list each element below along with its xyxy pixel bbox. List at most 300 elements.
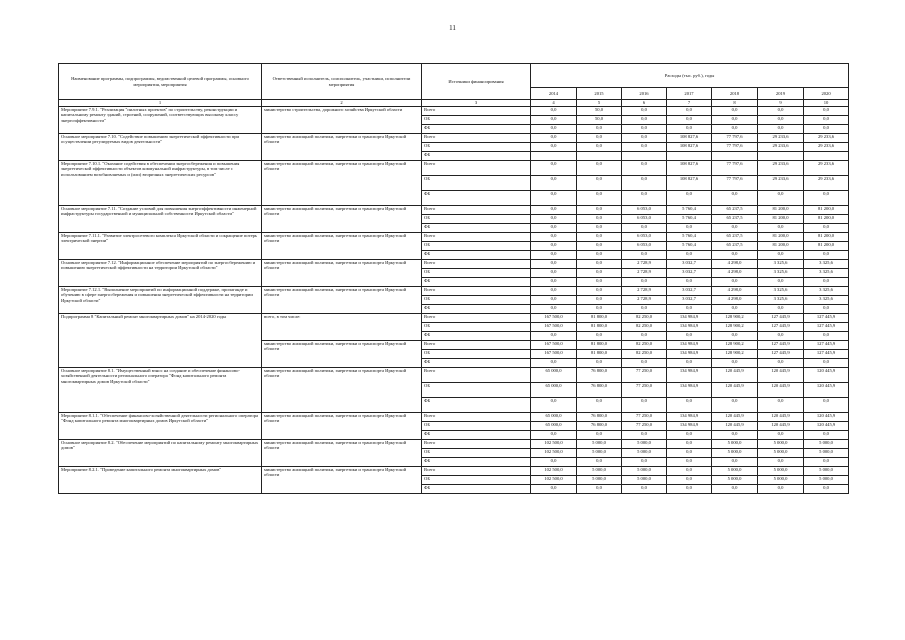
table-row bbox=[59, 161, 849, 176]
value-cell: 77 250,0 bbox=[622, 422, 667, 431]
value-cell: 81 200,0 bbox=[758, 233, 804, 242]
value-cell: 0,0 bbox=[758, 116, 804, 125]
source-cell: Всего bbox=[422, 368, 531, 383]
value-cell: 3 032,7 bbox=[667, 269, 712, 278]
table-row bbox=[59, 440, 849, 449]
value-cell: 5 000,0 bbox=[577, 476, 622, 485]
value-cell: 128 900,2 bbox=[712, 350, 758, 359]
value-cell: 0,0 bbox=[712, 485, 758, 494]
header-executor: Ответственный исполнитель, соисполнитель, участники, исполнители мероприятия bbox=[262, 64, 422, 100]
value-cell: 134 984,9 bbox=[667, 314, 712, 323]
value-cell: 0,0 bbox=[804, 278, 849, 287]
value-cell: 4 298,0 bbox=[712, 269, 758, 278]
value-cell: 0,0 bbox=[622, 332, 667, 341]
value-cell: 77 797,6 bbox=[712, 134, 758, 143]
value-cell: 108 827,6 bbox=[667, 143, 712, 152]
source-cell: ФБ bbox=[422, 251, 531, 260]
value-cell: 76 800,0 bbox=[577, 422, 622, 431]
value-cell: 0,0 bbox=[577, 269, 622, 278]
value-cell: 0,0 bbox=[531, 215, 577, 224]
source-cell: ОБ bbox=[422, 143, 531, 152]
value-cell: 0,0 bbox=[804, 458, 849, 467]
executor-cell: министерство жилищной политики, энергетики и транспорта Иркутской области bbox=[262, 413, 422, 440]
value-cell: 0,0 bbox=[577, 251, 622, 260]
value-cell: 0,0 bbox=[804, 224, 849, 233]
value-cell: 0,0 bbox=[577, 398, 622, 413]
value-cell: 134 984,9 bbox=[667, 368, 712, 383]
table-row bbox=[59, 287, 849, 296]
value-cell: 0,0 bbox=[577, 332, 622, 341]
value-cell: 81 200,0 bbox=[804, 233, 849, 242]
value-cell: 134 984,9 bbox=[667, 350, 712, 359]
source-cell: Всего bbox=[422, 413, 531, 422]
value-cell: 0,0 bbox=[758, 191, 804, 206]
value-cell: 81 200,0 bbox=[758, 206, 804, 215]
source-cell: ОБ bbox=[422, 215, 531, 224]
value-cell: 3 325,6 bbox=[758, 287, 804, 296]
value-cell: 0,0 bbox=[531, 242, 577, 251]
source-cell: ФБ bbox=[422, 191, 531, 206]
executor-cell: министерство строительства, дорожного хозяйства Иркутской области bbox=[262, 107, 422, 134]
value-cell: 127 445,9 bbox=[804, 350, 849, 359]
value-cell: 0,0 bbox=[577, 125, 622, 134]
value-cell: 108 827,6 bbox=[667, 134, 712, 143]
program-name-cell: Основное мероприятие 8.1. "Имущественный взнос на создание и обеспечение финансово-хозяйственной деятельности регионального оператора "Фонд капитального ремонта многоквартирных домов Иркутской области" bbox=[59, 368, 262, 413]
value-cell: 0,0 bbox=[531, 176, 577, 191]
source-cell: ОБ bbox=[422, 422, 531, 431]
value-cell: 0,0 bbox=[531, 161, 577, 176]
column-number: 8 bbox=[712, 100, 758, 107]
value-cell: 0,0 bbox=[531, 287, 577, 296]
value-cell: 2 728,9 bbox=[622, 296, 667, 305]
value-cell: 76 800,0 bbox=[577, 383, 622, 398]
value-cell: 120 445,9 bbox=[804, 383, 849, 398]
value-cell: 82 250,0 bbox=[622, 341, 667, 350]
table-row bbox=[59, 368, 849, 383]
value-cell: 0,0 bbox=[712, 125, 758, 134]
value-cell: 4 298,0 bbox=[712, 296, 758, 305]
value-cell: 0,0 bbox=[531, 251, 577, 260]
value-cell: 0,0 bbox=[758, 251, 804, 260]
value-cell: 2 728,9 bbox=[622, 287, 667, 296]
value-cell bbox=[622, 152, 667, 161]
value-cell: 127 445,9 bbox=[804, 323, 849, 332]
value-cell: 0,0 bbox=[667, 359, 712, 368]
value-cell: 81 200,0 bbox=[758, 242, 804, 251]
value-cell: 5 000,0 bbox=[712, 449, 758, 458]
column-number: 7 bbox=[667, 100, 712, 107]
value-cell: 0,0 bbox=[758, 485, 804, 494]
value-cell: 2 728,9 bbox=[622, 260, 667, 269]
value-cell: 0,0 bbox=[577, 134, 622, 143]
value-cell: 5 000,0 bbox=[758, 467, 804, 476]
value-cell: 0,0 bbox=[667, 116, 712, 125]
value-cell: 0,0 bbox=[622, 224, 667, 233]
value-cell: 3 032,7 bbox=[667, 287, 712, 296]
value-cell: 0,0 bbox=[758, 431, 804, 440]
source-cell: Всего bbox=[422, 314, 531, 323]
program-name-cell: Мероприятие 7.12.1. "Выполнение мероприятий по информационной поддержке, пропаганде и обучению в сфере энергосбережения и повышения энергетической эффективности на территории Иркутской области" bbox=[59, 287, 262, 314]
source-cell: Всего bbox=[422, 161, 531, 176]
table-row bbox=[59, 413, 849, 422]
value-cell: 0,0 bbox=[758, 458, 804, 467]
header-expenses: Расходы (тыс. руб.), годы bbox=[531, 64, 849, 88]
value-cell: 0,0 bbox=[531, 485, 577, 494]
value-cell: 0,0 bbox=[712, 458, 758, 467]
value-cell: 0,0 bbox=[712, 116, 758, 125]
value-cell: 0,0 bbox=[804, 431, 849, 440]
value-cell: 0,0 bbox=[712, 305, 758, 314]
value-cell: 0,0 bbox=[577, 242, 622, 251]
value-cell: 0,0 bbox=[667, 107, 712, 116]
source-cell: ОБ bbox=[422, 350, 531, 359]
value-cell: 81 200,0 bbox=[804, 215, 849, 224]
value-cell: 0,0 bbox=[531, 191, 577, 206]
value-cell: 128 900,2 bbox=[712, 323, 758, 332]
value-cell: 0,0 bbox=[804, 116, 849, 125]
header-year: 2019 bbox=[758, 88, 804, 100]
value-cell: 77 250,0 bbox=[622, 383, 667, 398]
value-cell: 77 250,0 bbox=[622, 413, 667, 422]
value-cell: 167 500,0 bbox=[531, 314, 577, 323]
value-cell: 81 200,0 bbox=[804, 206, 849, 215]
program-name-cell: Мероприятие 7.11.1. "Развитие электросетевого комплекса Иркутской области и сокращение потерь электрической энергии" bbox=[59, 233, 262, 260]
value-cell: 0,0 bbox=[804, 251, 849, 260]
value-cell: 0,0 bbox=[758, 224, 804, 233]
value-cell: 0,0 bbox=[667, 278, 712, 287]
table-row bbox=[59, 260, 849, 269]
value-cell: 81 800,0 bbox=[577, 323, 622, 332]
value-cell: 0,0 bbox=[712, 251, 758, 260]
value-cell: 77 797,6 bbox=[712, 161, 758, 176]
value-cell: 0,0 bbox=[531, 305, 577, 314]
value-cell: 77 250,0 bbox=[622, 368, 667, 383]
value-cell: 3 325,6 bbox=[758, 296, 804, 305]
value-cell: 0,0 bbox=[667, 458, 712, 467]
value-cell: 5 000,0 bbox=[804, 467, 849, 476]
program-name-cell: Основное мероприятие 8.2. "Обеспечение мероприятий по капитальному ремонту многоквартирных домов" bbox=[59, 440, 262, 467]
program-name-cell: Основное мероприятие 7.11. "Создание условий для повышения энергоэффективности инженерной инфраструктуры государственной и муниципальной собственности Иркутской области" bbox=[59, 206, 262, 233]
value-cell: 0,0 bbox=[804, 305, 849, 314]
value-cell: 0,0 bbox=[577, 260, 622, 269]
value-cell: 77 797,6 bbox=[712, 143, 758, 152]
value-cell: 128 900,2 bbox=[712, 341, 758, 350]
value-cell: 5 000,0 bbox=[622, 476, 667, 485]
value-cell: 0,0 bbox=[667, 485, 712, 494]
value-cell: 0,0 bbox=[667, 125, 712, 134]
value-cell: 0,0 bbox=[577, 278, 622, 287]
source-cell: Всего bbox=[422, 134, 531, 143]
value-cell: 127 445,9 bbox=[804, 314, 849, 323]
value-cell: 4 298,0 bbox=[712, 287, 758, 296]
value-cell: 76 800,0 bbox=[577, 368, 622, 383]
value-cell: 29 233,6 bbox=[804, 134, 849, 143]
table-row bbox=[59, 206, 849, 215]
value-cell: 127 445,9 bbox=[758, 314, 804, 323]
value-cell: 0,0 bbox=[622, 134, 667, 143]
value-cell: 5 000,0 bbox=[622, 449, 667, 458]
value-cell: 65 237,5 bbox=[712, 233, 758, 242]
value-cell: 82 250,0 bbox=[622, 314, 667, 323]
table-row bbox=[59, 467, 849, 476]
value-cell: 6 053,0 bbox=[622, 242, 667, 251]
value-cell: 5 000,0 bbox=[758, 476, 804, 485]
value-cell bbox=[531, 152, 577, 161]
value-cell: 0,0 bbox=[577, 458, 622, 467]
value-cell: 0,0 bbox=[577, 233, 622, 242]
source-cell: Всего bbox=[422, 233, 531, 242]
value-cell: 0,0 bbox=[622, 116, 667, 125]
value-cell: 29 233,6 bbox=[804, 143, 849, 152]
value-cell: 0,0 bbox=[531, 359, 577, 368]
column-number: 10 bbox=[804, 100, 849, 107]
value-cell: 65 237,5 bbox=[712, 215, 758, 224]
value-cell: 4 298,0 bbox=[712, 260, 758, 269]
source-cell: ФБ bbox=[422, 125, 531, 134]
value-cell: 0,0 bbox=[712, 398, 758, 413]
value-cell: 102 500,0 bbox=[531, 440, 577, 449]
source-cell: ФБ bbox=[422, 224, 531, 233]
source-cell: ФБ bbox=[422, 152, 531, 161]
value-cell: 5 000,0 bbox=[712, 467, 758, 476]
value-cell: 0,0 bbox=[667, 305, 712, 314]
value-cell: 76 800,0 bbox=[577, 413, 622, 422]
source-cell: ФБ bbox=[422, 431, 531, 440]
value-cell: 0,0 bbox=[577, 191, 622, 206]
executor-cell: министерство жилищной политики, энергетики и транспорта Иркутской области bbox=[262, 233, 422, 260]
value-cell: 65 000,0 bbox=[531, 413, 577, 422]
value-cell: 0,0 bbox=[577, 296, 622, 305]
value-cell: 0,0 bbox=[804, 125, 849, 134]
program-name-cell: Основное мероприятие 7.12. "Информационное обеспечение мероприятий по энергосбережению и повышению энергетической эффективности на территории Иркутской области" bbox=[59, 260, 262, 287]
column-number: 2 bbox=[262, 100, 422, 107]
subprogram-executor-total: всего, в том числе: bbox=[262, 314, 422, 341]
value-cell: 5 000,0 bbox=[622, 440, 667, 449]
table-body-part2 bbox=[59, 368, 849, 494]
value-cell: 120 445,9 bbox=[804, 422, 849, 431]
subprogram-8-block bbox=[59, 314, 849, 368]
value-cell: 81 200,0 bbox=[804, 242, 849, 251]
value-cell: 120 445,9 bbox=[712, 368, 758, 383]
value-cell: 0,0 bbox=[622, 251, 667, 260]
value-cell: 29 233,6 bbox=[758, 176, 804, 191]
value-cell: 0,0 bbox=[804, 485, 849, 494]
value-cell: 5 000,0 bbox=[804, 449, 849, 458]
value-cell: 3 325,6 bbox=[804, 287, 849, 296]
value-cell: 0,0 bbox=[712, 332, 758, 341]
program-name-cell: Основное мероприятие 7.10. "Содействие повышению энергетической эффективности при осуществлении регулируемых видов деятельности" bbox=[59, 134, 262, 161]
value-cell: 120 445,9 bbox=[758, 413, 804, 422]
value-cell: 0,0 bbox=[622, 191, 667, 206]
header-year: 2017 bbox=[667, 88, 712, 100]
value-cell: 0,0 bbox=[622, 398, 667, 413]
value-cell: 3 325,6 bbox=[758, 260, 804, 269]
value-cell: 0,0 bbox=[758, 107, 804, 116]
value-cell: 81 800,0 bbox=[577, 341, 622, 350]
value-cell: 3 325,6 bbox=[804, 269, 849, 278]
value-cell: 108 827,6 bbox=[667, 176, 712, 191]
source-cell: ФБ bbox=[422, 278, 531, 287]
value-cell: 102 500,0 bbox=[531, 467, 577, 476]
executor-cell: министерство жилищной политики, энергетики и транспорта Иркутской области bbox=[262, 287, 422, 314]
value-cell: 5 000,0 bbox=[622, 467, 667, 476]
value-cell: 128 900,2 bbox=[712, 314, 758, 323]
source-cell: ОБ bbox=[422, 176, 531, 191]
value-cell: 0,0 bbox=[577, 143, 622, 152]
value-cell: 82 250,0 bbox=[622, 350, 667, 359]
value-cell: 0,0 bbox=[531, 458, 577, 467]
value-cell: 120 445,9 bbox=[758, 422, 804, 431]
column-number: 6 bbox=[622, 100, 667, 107]
value-cell: 127 445,9 bbox=[758, 350, 804, 359]
value-cell: 5 760,4 bbox=[667, 206, 712, 215]
value-cell: 102 500,0 bbox=[531, 476, 577, 485]
value-cell: 0,0 bbox=[667, 440, 712, 449]
value-cell bbox=[577, 152, 622, 161]
value-cell: 0,0 bbox=[622, 278, 667, 287]
value-cell: 102 500,0 bbox=[531, 449, 577, 458]
page-number: 11 bbox=[449, 24, 456, 32]
table-row bbox=[59, 134, 849, 143]
value-cell: 81 800,0 bbox=[577, 350, 622, 359]
value-cell: 5 000,0 bbox=[804, 440, 849, 449]
value-cell: 5 000,0 bbox=[712, 440, 758, 449]
value-cell: 29 233,6 bbox=[758, 134, 804, 143]
value-cell: 0,0 bbox=[531, 206, 577, 215]
value-cell: 127 445,9 bbox=[758, 341, 804, 350]
program-name-cell: Мероприятие 8.1.1. "Обеспечение финансово-хозяйственной деятельности регионального оператора "Фонд капитального ремонта многоквартирных домов Иркутской области" bbox=[59, 413, 262, 440]
column-number: 9 bbox=[758, 100, 804, 107]
value-cell: 0,0 bbox=[712, 191, 758, 206]
program-name-cell: Мероприятие 8.2.1. "Проведение капитального ремонта многоквартирных домов" bbox=[59, 467, 262, 494]
value-cell: 0,0 bbox=[758, 305, 804, 314]
source-cell: Всего bbox=[422, 341, 531, 350]
value-cell: 120 445,9 bbox=[804, 368, 849, 383]
value-cell: 0,0 bbox=[577, 161, 622, 176]
value-cell: 0,0 bbox=[531, 431, 577, 440]
value-cell: 120 445,9 bbox=[712, 413, 758, 422]
value-cell: 82 250,0 bbox=[622, 323, 667, 332]
value-cell bbox=[712, 152, 758, 161]
value-cell: 0,0 bbox=[622, 485, 667, 494]
value-cell: 134 984,9 bbox=[667, 422, 712, 431]
header-source: Источники финансирования bbox=[422, 64, 531, 100]
value-cell: 0,0 bbox=[622, 161, 667, 176]
source-cell: ОБ bbox=[422, 116, 531, 125]
value-cell: 29 233,6 bbox=[758, 143, 804, 152]
value-cell: 0,0 bbox=[531, 269, 577, 278]
header-year: 2018 bbox=[712, 88, 758, 100]
value-cell: 167 500,0 bbox=[531, 341, 577, 350]
value-cell: 0,0 bbox=[622, 359, 667, 368]
value-cell: 0,0 bbox=[622, 107, 667, 116]
value-cell: 0,0 bbox=[577, 287, 622, 296]
program-name-cell: Мероприятие 7.9.1. "Реализация "пилотных проектов" по строительству, реконструкции и капитальному ремонту зданий, строений, сооружений, соответствующих высокому классу энергоэффективности" bbox=[59, 107, 262, 134]
value-cell: 0,0 bbox=[577, 206, 622, 215]
value-cell: 0,0 bbox=[531, 143, 577, 152]
value-cell: 0,0 bbox=[577, 224, 622, 233]
source-cell: Всего bbox=[422, 206, 531, 215]
value-cell: 0,0 bbox=[758, 398, 804, 413]
value-cell: 0,0 bbox=[531, 134, 577, 143]
value-cell: 77 797,6 bbox=[712, 176, 758, 191]
value-cell: 0,0 bbox=[667, 449, 712, 458]
value-cell: 5 000,0 bbox=[712, 476, 758, 485]
source-cell: Всего bbox=[422, 107, 531, 116]
value-cell: 134 984,9 bbox=[667, 341, 712, 350]
executor-cell: министерство жилищной политики, энергетики и транспорта Иркутской области bbox=[262, 467, 422, 494]
value-cell: 65 000,0 bbox=[531, 383, 577, 398]
value-cell: 0,0 bbox=[712, 431, 758, 440]
executor-cell: министерство жилищной политики, энергетики и транспорта Иркутской области bbox=[262, 206, 422, 233]
value-cell: 120 445,9 bbox=[758, 368, 804, 383]
source-cell: ОБ bbox=[422, 269, 531, 278]
value-cell: 0,0 bbox=[712, 224, 758, 233]
value-cell: 0,0 bbox=[712, 359, 758, 368]
value-cell: 0,0 bbox=[531, 332, 577, 341]
executor-cell: министерство жилищной политики, энергетики и транспорта Иркутской области bbox=[262, 161, 422, 206]
value-cell: 0,0 bbox=[622, 176, 667, 191]
value-cell: 65 237,5 bbox=[712, 242, 758, 251]
value-cell: 0,0 bbox=[667, 332, 712, 341]
source-cell: ФБ bbox=[422, 485, 531, 494]
value-cell: 0,0 bbox=[622, 143, 667, 152]
value-cell: 0,0 bbox=[531, 224, 577, 233]
value-cell: 134 984,9 bbox=[667, 323, 712, 332]
value-cell: 6 053,0 bbox=[622, 206, 667, 215]
column-number: 1 bbox=[59, 100, 262, 107]
header-program: Наименование программы, подпрограммы, ведомственной целевой программы, основного мероприятия, мероприятия bbox=[59, 64, 262, 100]
value-cell: 5 760,4 bbox=[667, 233, 712, 242]
value-cell: 0,0 bbox=[622, 431, 667, 440]
header-year: 2015 bbox=[577, 88, 622, 100]
value-cell: 0,0 bbox=[667, 224, 712, 233]
value-cell: 3 325,6 bbox=[804, 296, 849, 305]
value-cell: 29 233,6 bbox=[804, 176, 849, 191]
value-cell: 120 445,9 bbox=[712, 422, 758, 431]
column-number-row bbox=[59, 100, 849, 107]
value-cell: 0,0 bbox=[531, 260, 577, 269]
value-cell: 50,0 bbox=[577, 116, 622, 125]
value-cell: 0,0 bbox=[667, 191, 712, 206]
value-cell: 0,0 bbox=[531, 296, 577, 305]
value-cell: 65 237,5 bbox=[712, 206, 758, 215]
value-cell: 0,0 bbox=[712, 278, 758, 287]
table-body-part1 bbox=[59, 107, 849, 314]
source-cell: Всего bbox=[422, 440, 531, 449]
value-cell: 0,0 bbox=[804, 398, 849, 413]
value-cell: 5 000,0 bbox=[577, 440, 622, 449]
value-cell: 3 325,6 bbox=[804, 260, 849, 269]
source-cell: ОБ bbox=[422, 383, 531, 398]
value-cell: 0,0 bbox=[577, 359, 622, 368]
value-cell bbox=[804, 152, 849, 161]
value-cell: 6 053,0 bbox=[622, 215, 667, 224]
value-cell: 65 000,0 bbox=[531, 368, 577, 383]
table-row bbox=[59, 233, 849, 242]
value-cell: 3 032,7 bbox=[667, 260, 712, 269]
subprogram-name: Подпрограмма 8 "Капитальный ремонт многоквартирных домов" на 2014-2020 годы bbox=[59, 314, 262, 368]
value-cell: 167 500,0 bbox=[531, 323, 577, 332]
value-cell: 0,0 bbox=[622, 458, 667, 467]
value-cell: 6 053,0 bbox=[622, 233, 667, 242]
value-cell: 5 000,0 bbox=[758, 449, 804, 458]
column-number: 4 bbox=[531, 100, 577, 107]
source-cell: ФБ bbox=[422, 305, 531, 314]
source-cell: ФБ bbox=[422, 332, 531, 341]
value-cell bbox=[667, 152, 712, 161]
value-cell: 0,0 bbox=[531, 116, 577, 125]
